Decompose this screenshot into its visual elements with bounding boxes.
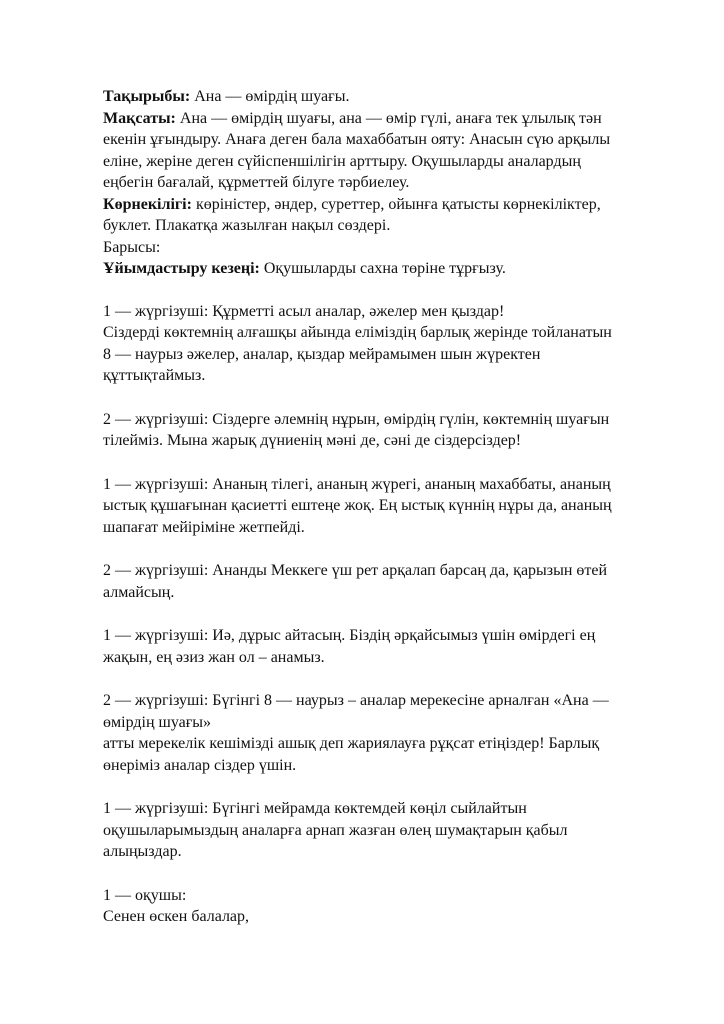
topic-label: Тақырыбы: (103, 88, 191, 105)
dialogue-paragraph (103, 409, 674, 452)
dialogue-line: оқушыларымыздың аналарға арнап жазған өлең шумақтарын қабыл (103, 821, 568, 839)
goal-text: Ана — өмірдің шуағы, ана — өмір гүлі, анаға тек ұлылық тән (175, 109, 602, 127)
paragraph-gap (103, 280, 674, 301)
dialogue-paragraph (103, 560, 674, 603)
dialogue-line: жақын, ең әзиз жан ол – анамыз. (103, 648, 325, 666)
org-text: Оқушыларды сахна төріне тұрғызу. (259, 260, 506, 277)
visual-label: Көрнекілігі: (103, 195, 192, 213)
visual-line-2: буклет. Плакатқа жазылған нақыл сөздері. (103, 217, 391, 234)
dialogue-line: 2 — жүргізуші: Сіздерге әлемнің нұрын, өмірдің гүлін, көктемнің шуағын (103, 410, 610, 428)
paragraph-gap (103, 668, 674, 690)
dialogue-line: Сенен өскен балалар, (103, 908, 250, 925)
dialogue-line: 1 — жүргізуші: Құрметті асыл аналар, әжелер мен қыздар! (103, 302, 505, 320)
dialogue-line: атты мерекелік кешімізді ашық деп жариялауға рұқсат етіңіздер! Барлық (103, 735, 600, 752)
visual-line-1 (103, 194, 674, 216)
dialogue-line: алыңыздар. (103, 843, 182, 860)
dialogue-paragraph (103, 625, 674, 668)
paragraph-gap (103, 863, 674, 885)
org-line (103, 258, 674, 280)
paragraph-gap (103, 452, 674, 474)
dialogue-paragraph (103, 885, 674, 928)
dialogue-line: өнеріміз аналар сіздер үшін. (103, 756, 297, 774)
dialogue-line: 2 — жүргізуші: Бүгінгі 8 — наурыз – аналар мерекесіне арналған «Ана — (103, 692, 609, 709)
org-label: Ұйымдастыру кезеңі: (103, 260, 260, 277)
goal-line-3: еліне, жеріне деген сүйіспеншілігін арттыру. Оқушыларды аналардың (103, 152, 581, 170)
dialogue-line: шапағат мейіріміне жетпейді. (103, 518, 305, 536)
dialogue-line: 1 — оқушы: (103, 886, 187, 904)
visual-text: көріністер, әндер, суреттер, ойынға қатысты көрнекіліктер, (191, 195, 601, 213)
dialogue-line: 1 — жүргізуші: Иә, дұрыс айтасың. Біздің әрқайсымыз үшін өмірдегі ең (103, 627, 596, 644)
dialogue-line: 1 — жүргізуші: Ананың тілегі, ананың жүрегі, ананың махаббаты, ананың (103, 475, 611, 493)
dialogue-line: өмірдің шуағы» (103, 713, 212, 731)
goal-line-2: екенін ұғындыру. Анаға деген бала махаббатын ояту: Анасын сүю арқылы (103, 131, 611, 148)
dialogue-line: Сіздерді көктемнің алғашқы айында еліміздің барлық жерінде тойланатын (103, 324, 612, 341)
dialogue-line: ыстық құшағынан қасиетті ештеңе жоқ. Ең ыстық күннің нұры да, ананың (103, 497, 612, 514)
dialogue-line: 2 — жүргізуші: Ананды Меккеге үш рет арқалап барсаң да, қарызын өтей (103, 562, 608, 579)
dialogue-line: 1 — жүргізуші: Бүгінгі мейрамда көктемдей көңіл сыйлайтын (103, 800, 527, 817)
goal-label: Мақсаты: (103, 109, 176, 127)
dialogue-line: 8 — наурыз әжелер, аналар, қыздар мейрамымен шын жүректен (103, 345, 541, 363)
paragraph-gap (103, 603, 674, 625)
paragraph-gap (103, 776, 674, 798)
topic-text: Ана — өмірдің шуағы. (190, 88, 350, 105)
paragraph-gap (103, 387, 674, 409)
dialogue-line: тілейміз. Мына жарық дүниенің мәні де, сәні де сіздерсіздер! (103, 432, 522, 449)
dialogue-paragraph (103, 301, 674, 387)
goal-line-4: еңбегін бағалай, құрметтей білуге тәрбиелеу. (103, 174, 410, 191)
goal-line-1 (103, 108, 674, 130)
dialogue-paragraph (103, 474, 674, 539)
progress-label: Барысы: (103, 238, 161, 256)
paragraph-gap (103, 538, 674, 560)
dialogue-body (103, 280, 674, 928)
dialogue-paragraph (103, 798, 674, 863)
topic-line (103, 86, 674, 108)
dialogue-line: құттықтаймыз. (103, 367, 206, 384)
dialogue-paragraph (103, 690, 674, 776)
dialogue-line: алмайсың. (103, 583, 175, 601)
